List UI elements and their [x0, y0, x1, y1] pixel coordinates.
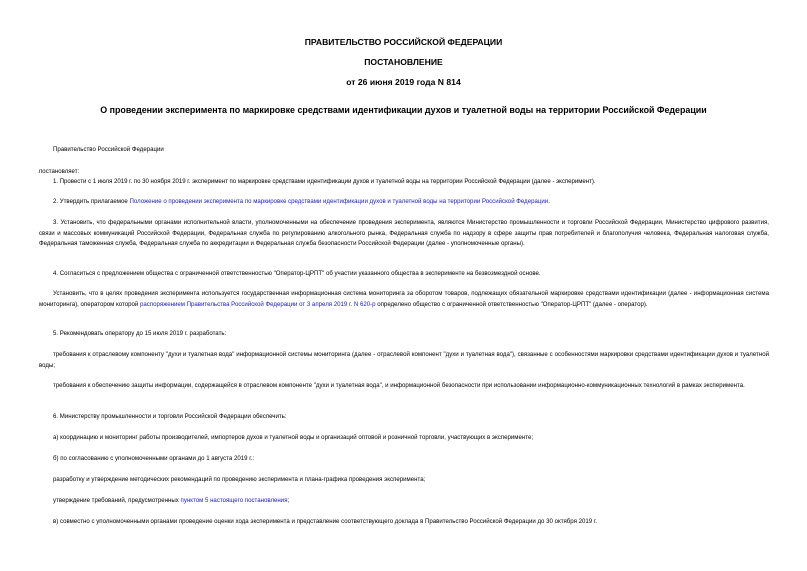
paragraph-2-suffix: . [548, 198, 550, 205]
paragraph-13-prefix: утверждение требований, предусмотренных [53, 497, 181, 504]
paragraph-1: 1. Провести с 1 июля 2019 г. по 30 ноября 2019 г. эксперимент по маркировке средствами идентификации духов и туалетной воды на территории Российской Федерации (далее - эксперимент). [53, 178, 596, 185]
government-heading: ПРАВИТЕЛЬСТВО РОССИЙСКОЙ ФЕДЕРАЦИИ [304, 37, 503, 47]
paragraph-9: 6. Министерству промышленности и торговли Российской Федерации обеспечить: [53, 413, 287, 420]
paragraph-5-suffix: определено общество с ограниченной ответственностью "Оператор-ЦРПТ" (далее - оператор). [375, 300, 648, 308]
paragraph-13-suffix: ; [287, 497, 290, 504]
paragraph-12: разработку и утверждение методических рекомендаций по проведению эксперимента и плана-графика проведения эксперимента; [53, 476, 426, 483]
document-date-number: от 26 июня 2019 года N 814 [346, 77, 461, 87]
paragraph-5-prefix: Установить, что в целях проведения эксперимента используется государственная информационная система мониторинга за оборотом товаров, подлежащих обязательной маркировке средствами идентификации (далее - информационная система мониторинга), оператором которой [39, 290, 769, 308]
intro-paragraph: Правительство Российской Федерации [53, 146, 164, 153]
government-order-link[interactable]: распоряжением Правительства Российской Федерации от 3 апреля 2019 г. N 620-р [139, 300, 376, 308]
paragraph-4: 4. Согласиться с предложением общества с ограниченной ответственностью "Оператор-ЦРПТ" об участии указанного общества в эксперименте на безвозмездной основе. [53, 270, 541, 277]
paragraph-7: требования к отраслевому компоненту "духи и туалетная вода" информационной системы мониторинга (далее - отраслевой компонент "духи и туалетная вода"), связанные с особенностями маркировки средствами идентификации духов и туалетной воды; [39, 351, 769, 369]
paragraph-10: а) координацию и мониторинг работы производителей, импортеров духов и туалетной воды и организаций оптовой и розничной торговли, участвующих в эксперименте; [53, 434, 534, 441]
paragraph-5 [39, 289, 769, 310]
paragraph-3: 3. Установить, что федеральными органами исполнительной власти, уполномоченными на обеспечение проведения эксперимента, являются Министерство промышленности и торговли Российской Федерации, Министерство цифрового развития, связи и массовых коммуникаций Российской Федерации, Федеральная служба по регулированию алкогольного рынка, Федеральная служба по надзору в сфере защиты прав потребителей и благополучия человека, Федеральная налоговая служба, Федеральная таможенная служба, Федеральная служба по аккредитации и Федеральная служба безопасности Российской Федерации (далее - уполномоченные органы). [39, 219, 769, 248]
paragraph-11: б) по согласованию с уполномоченными органами до 1 августа 2019 г.: [53, 455, 255, 462]
paragraph-13 [39, 496, 769, 507]
paragraph-14: в) совместно с уполномоченными органами проведение оценки хода эксперимента и представление соответствующего доклада в Правительство Российской Федерации до 30 октября 2019 г. [53, 518, 598, 525]
paragraph-2 [39, 197, 769, 208]
paragraph-8: требования к обеспечению защиты информации, содержащейся в отраслевом компоненте "духи и туалетная вода", и информационной безопасности при использовании информационно-коммуникационных технологий в рамках эксперимента. [53, 382, 745, 389]
point-5-link[interactable]: пунктом 5 настоящего постановления [180, 497, 288, 504]
paragraph-2-prefix: 2. Утвердить прилагаемое [53, 198, 130, 205]
paragraph-6: 5. Рекомендовать оператору до 15 июля 2019 г. разработать: [53, 330, 227, 337]
decrees-paragraph: постановляет: [39, 168, 80, 175]
regulation-link[interactable]: Положение о проведении эксперимента по маркировке средствами идентификации духов и туалетной воды на территории Российской Федерации [129, 198, 549, 205]
document-title: О проведении эксперимента по маркировке средствами идентификации духов и туалетной воды на территории Российской Федерации [100, 105, 707, 115]
document-type: ПОСТАНОВЛЕНИЕ [364, 57, 443, 67]
